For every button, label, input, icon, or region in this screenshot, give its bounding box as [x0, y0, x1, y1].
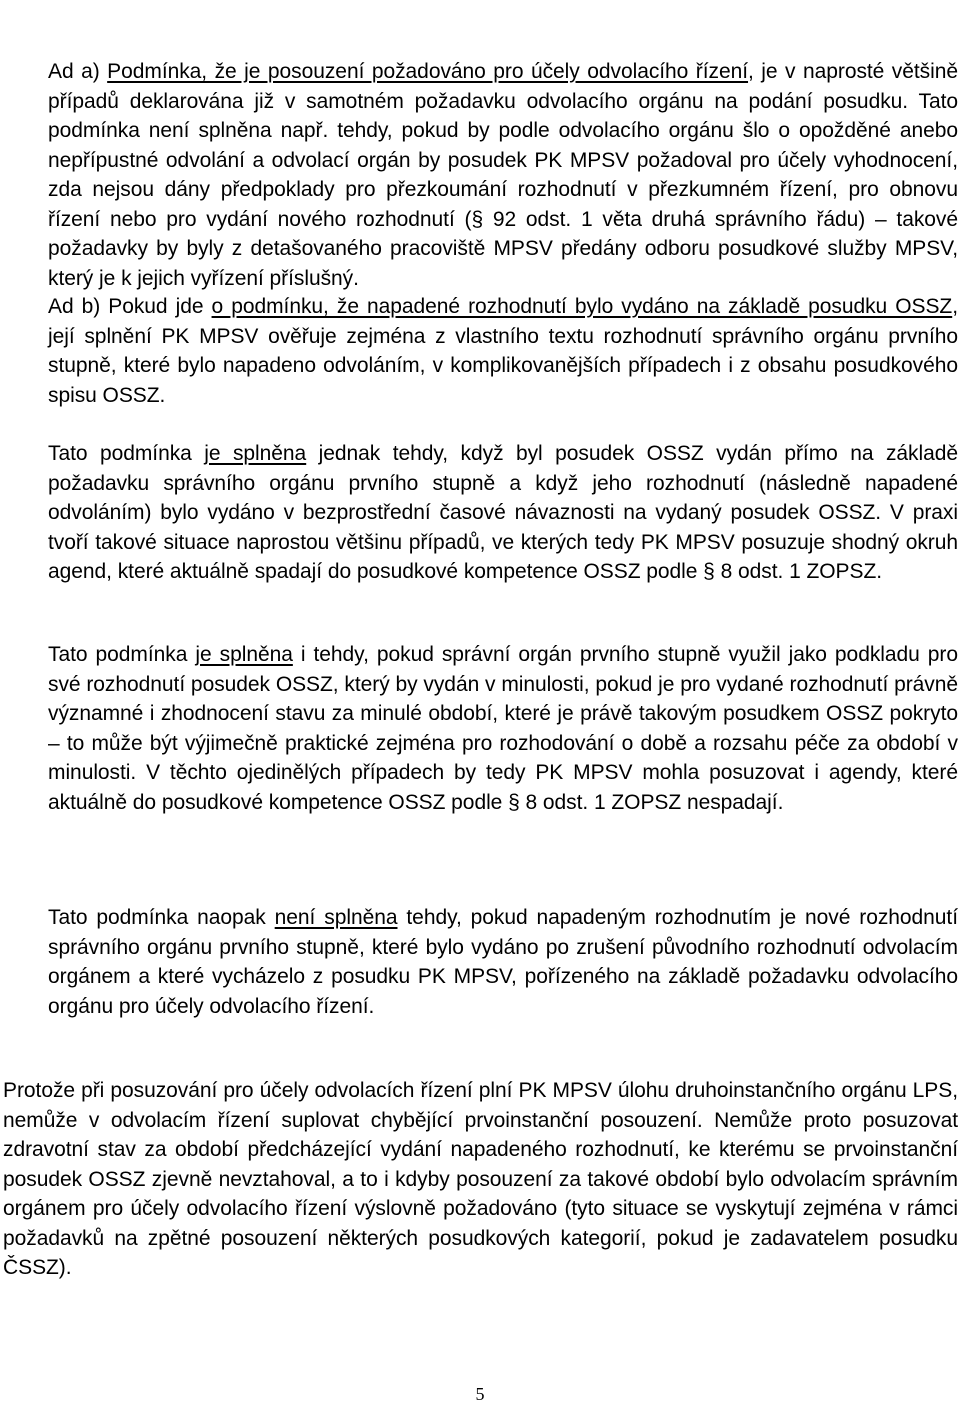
paragraph-condition-met-past — [48, 640, 958, 817]
text-run: Tato podmínka — [48, 442, 205, 465]
text-run: i tehdy, pokud správní orgán prvního stupně využil jako podkladu pro své rozhodnutí posudek OSSZ, který by vydán v minulosti, pokud je pro vydané rozhodnutí právně významné i zhodnocení stavu za minulé období, které je právě takovým posudkem OSSZ pokryto – to může být výjimečně praktické zejména pro rozhodování o době a rozsahu péče za období v minulosti. V těchto ojedinělých případech by tedy PK MPSV mohla posuzovat i agendy, které aktuálně do posudkové kompetence OSSZ podle § 8 odst. 1 ZOPSZ nespadají. — [48, 643, 958, 814]
paragraph-ad-a — [48, 57, 958, 293]
underlined-phrase: je splněna — [204, 442, 307, 465]
paragraph-appeal-scope — [3, 1076, 958, 1283]
underlined-phrase: Podmínka, že je posouzení požadováno pro účely odvolacího řízení — [107, 60, 749, 83]
paragraph-ad-b — [48, 292, 958, 410]
underlined-phrase: je splněna — [195, 643, 293, 666]
text-run: tehdy, pokud napadeným rozhodnutím je nové rozhodnutí správního orgánu prvního stupně, které bylo vydáno po zrušení původního rozhodnutí odvolacím orgánem a které vycházelo z posudku PK MPSV, pořízeného na základě požadavku odvolacího orgánu pro účely odvolacího řízení. — [48, 906, 959, 1018]
text-run: Protože při posuzování pro účely odvolacích řízení plní PK MPSV úlohu druhoinstančního orgánu LPS, nemůže v odvolacím řízení suplovat chybějící prvoinstanční posouzení. Nemůže proto posuzovat zdravotní stav za období předcházející vydání napadeného rozhodnutí, ke kterému se prvoinstanční posudek OSSZ zjevně nevztahoval, a to i kdyby posouzení za takové období bylo odvolacím správním orgánem pro účely odvolacího řízení výslovně požadováno (tyto situace se vyskytují zejména v rámci požadavků na zpětné posouzení některých posudkových kategorií, pokud je zadavatelem posudku ČSSZ). — [3, 1079, 958, 1279]
underlined-phrase: o podmínku, že napadené rozhodnutí bylo vydáno na základě posudku OSSZ — [211, 295, 953, 318]
text-run: Tato podmínka — [48, 643, 196, 666]
paragraph-condition-met-direct — [48, 439, 958, 587]
text-run: Tato podmínka naopak — [48, 906, 275, 929]
text-run: , její splnění PK MPSV ověřuje zejména z vlastního textu rozhodnutí správního orgánu prvního stupně, které bylo napadeno odvoláním, v komplikovanějších případech i z obsahu posudkového spisu OSSZ. — [48, 295, 958, 407]
text-run: , je v naprosté většině případů deklarována již v samotném požadavku odvolacího orgánu na podání posudku. Tato podmínka není splněna např. tehdy, pokud by podle odvolacího orgánu šlo o opožděné anebo nepřípustné odvolání a odvolací orgán by posudek PK MPSV požadoval pro účely vyhodnocení, zda nejsou dány předpoklady pro přezkoumání rozhodnutí v přezkumném řízení, pro obnovu řízení nebo pro vydání nového rozhodnutí (§ 92 odst. 1 věta druhá správního řádu) – takové požadavky by byly z detašovaného pracoviště MPSV předány odboru posudkové služby MPSV, který je k jejich vyřízení příslušný. — [48, 60, 958, 290]
text-run: Ad b) Pokud jde — [48, 295, 212, 318]
text-run: jednak tehdy, když byl posudek OSSZ vydán přímo na základě požadavku správního orgánu prvního stupně a když jeho rozhodnutí (následně napadené odvoláním) bylo vydáno v bezprostřední časové návaznosti na vydaný posudek OSSZ. V praxi tvoří takové situace naprostou většinu případů, ve kterých tedy PK MPSV posuzuje shodný okruh agend, které aktuálně spadají do posudkové kompetence OSSZ podle § 8 odst. 1 ZOPSZ. — [48, 442, 959, 583]
text-run: Ad a) — [48, 60, 108, 83]
paragraph-condition-not-met — [48, 903, 958, 1021]
underlined-phrase: není splněna — [274, 906, 398, 929]
page-number: 5 — [475, 1384, 485, 1404]
